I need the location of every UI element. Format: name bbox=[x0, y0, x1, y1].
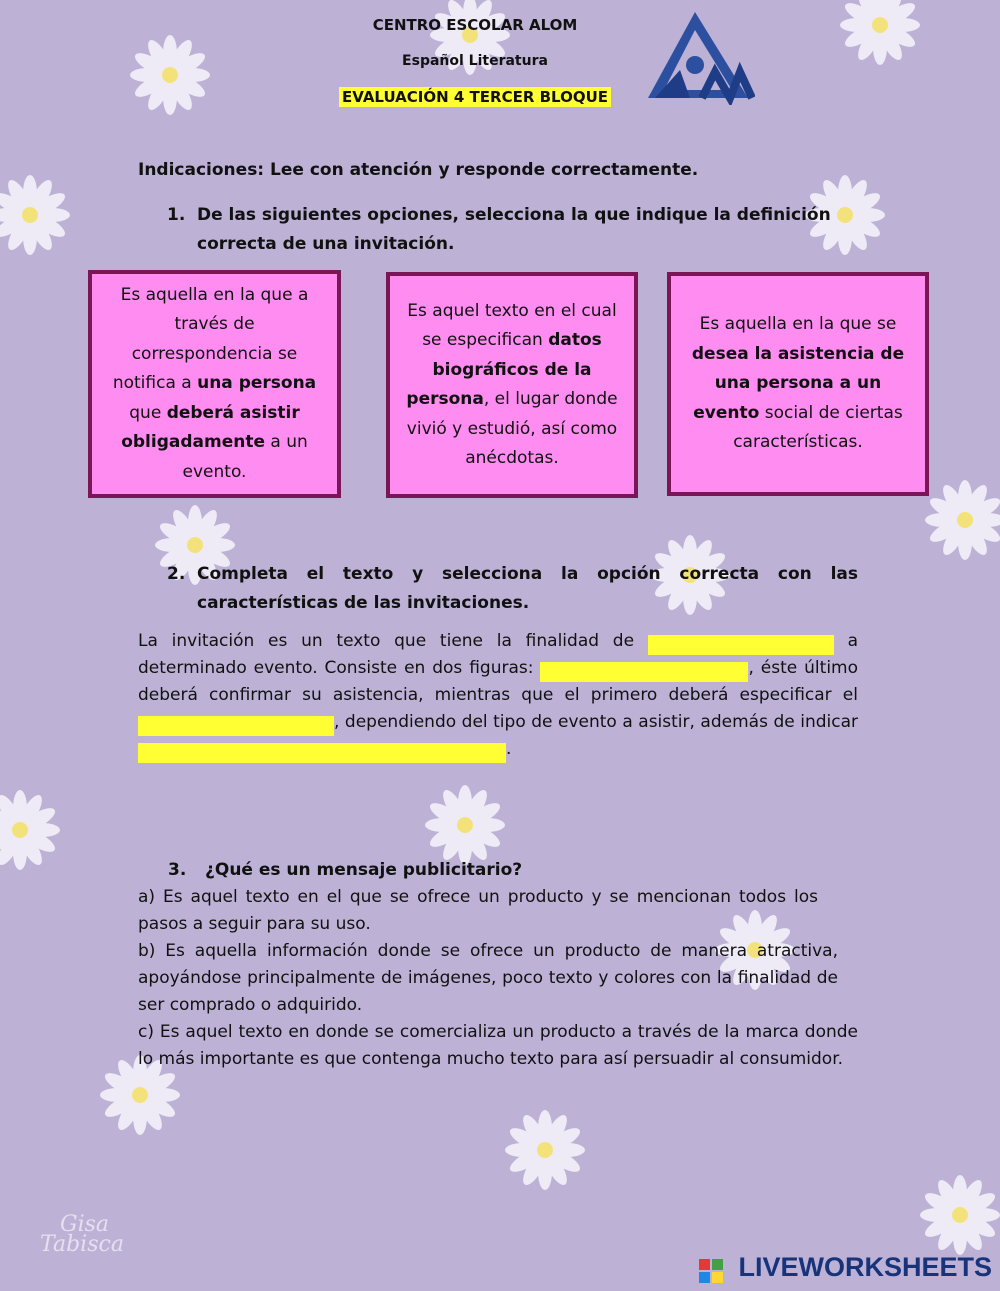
q1-option-c-text-2: social de ciertas características. bbox=[733, 402, 903, 453]
question-1-number: 1. bbox=[167, 205, 186, 225]
school-name: CENTRO ESCOLAR ALOM bbox=[372, 16, 578, 34]
question-2-line-2: características de las invitaciones. bbox=[197, 593, 530, 613]
instructions: Indicaciones: Lee con atención y responde correctamente. bbox=[138, 160, 699, 180]
school-logo-icon bbox=[640, 10, 755, 105]
q1-option-c-bold-1: desea la asistencia de una persona a un evento bbox=[691, 343, 905, 423]
question-2-number: 2. bbox=[167, 564, 186, 584]
q3-option-c[interactable]: c) Es aquel texto en donde se comercializa un producto a través de la marca donde lo más importante es que contenga mucho texto para así persuadir al consumidor. bbox=[138, 1022, 858, 1069]
q3-options bbox=[138, 884, 858, 1073]
liveworksheets-logo-icon bbox=[699, 1259, 723, 1283]
q2-blank-4[interactable] bbox=[138, 743, 506, 763]
q2-text-5: . bbox=[506, 739, 512, 759]
q3-option-a[interactable]: a) Es aquel texto en el que se ofrece un producto y se mencionan todos los pasos a seguir para su uso. bbox=[138, 887, 818, 934]
q2-blank-2[interactable] bbox=[540, 662, 748, 682]
q2-text-2: a determinado evento. Consiste en dos figuras: bbox=[138, 631, 858, 678]
subject-title: Español Literatura bbox=[402, 53, 548, 69]
signature-line-2: Tabisca bbox=[40, 1232, 124, 1257]
q1-option-a-bold-2: deberá asistir obligadamente bbox=[121, 402, 300, 453]
q2-blank-1[interactable] bbox=[648, 635, 834, 655]
q1-option-a-text-1: Es aquella en la que a través de correspondencia se notifica a bbox=[112, 284, 309, 394]
q1-option-b[interactable] bbox=[386, 272, 638, 498]
q2-text-3: , éste último deberá confirmar su asistencia, mientras que el primero deberá especificar el bbox=[138, 658, 858, 705]
question-3-text: ¿Qué es un mensaje publicitario? bbox=[205, 860, 523, 880]
q1-option-b-text-1: Es aquel texto en el cual se especifican bbox=[407, 300, 617, 350]
q1-option-a-bold-1: una persona bbox=[197, 373, 317, 394]
exam-title-text: EVALUACIÓN 4 TERCER BLOQUE bbox=[339, 87, 611, 107]
q3-option-b[interactable]: b) Es aquella información donde se ofrece un producto de manera atractiva, apoyándose principalmente de imágenes, poco texto y colores con la finalidad de ser comprado o adquirido. bbox=[138, 941, 838, 1015]
q1-option-a-text-2: que bbox=[129, 402, 167, 423]
question-3-number: 3. bbox=[168, 860, 187, 880]
q1-option-a[interactable] bbox=[88, 270, 341, 498]
q2-text-1: La invitación es un texto que tiene la finalidad de bbox=[138, 631, 635, 651]
q1-option-c[interactable] bbox=[667, 272, 929, 496]
q2-text-4: , dependiendo del tipo de evento a asistir, además de indicar bbox=[334, 712, 858, 732]
q1-option-c-text-1: Es aquella en la que se bbox=[699, 314, 897, 335]
question-2-line-1: Completa el texto y selecciona la opción correcta con las bbox=[197, 564, 858, 584]
q2-paragraph bbox=[138, 628, 858, 763]
signature-line-1: Gisa bbox=[60, 1212, 110, 1237]
q1-option-b-text-2: , el lugar donde vivió y estudió, así como anécdotas. bbox=[406, 389, 618, 468]
q2-blank-3[interactable] bbox=[138, 716, 334, 736]
liveworksheets-brand[interactable]: LIVEWORKSHEETS bbox=[738, 1252, 992, 1282]
question-1 bbox=[167, 201, 837, 259]
question-3 bbox=[168, 856, 705, 885]
q1-option-a-text-3: a un evento. bbox=[182, 432, 308, 482]
question-1-line-1: De las siguientes opciones, selecciona la que indique la definición bbox=[197, 205, 831, 225]
question-1-line-2: correcta de una invitación. bbox=[197, 234, 455, 254]
exam-title bbox=[0, 88, 950, 106]
artist-signature bbox=[40, 1212, 124, 1257]
question-2 bbox=[167, 560, 858, 618]
q1-option-b-bold-1: datos biográficos de la persona bbox=[406, 330, 602, 409]
